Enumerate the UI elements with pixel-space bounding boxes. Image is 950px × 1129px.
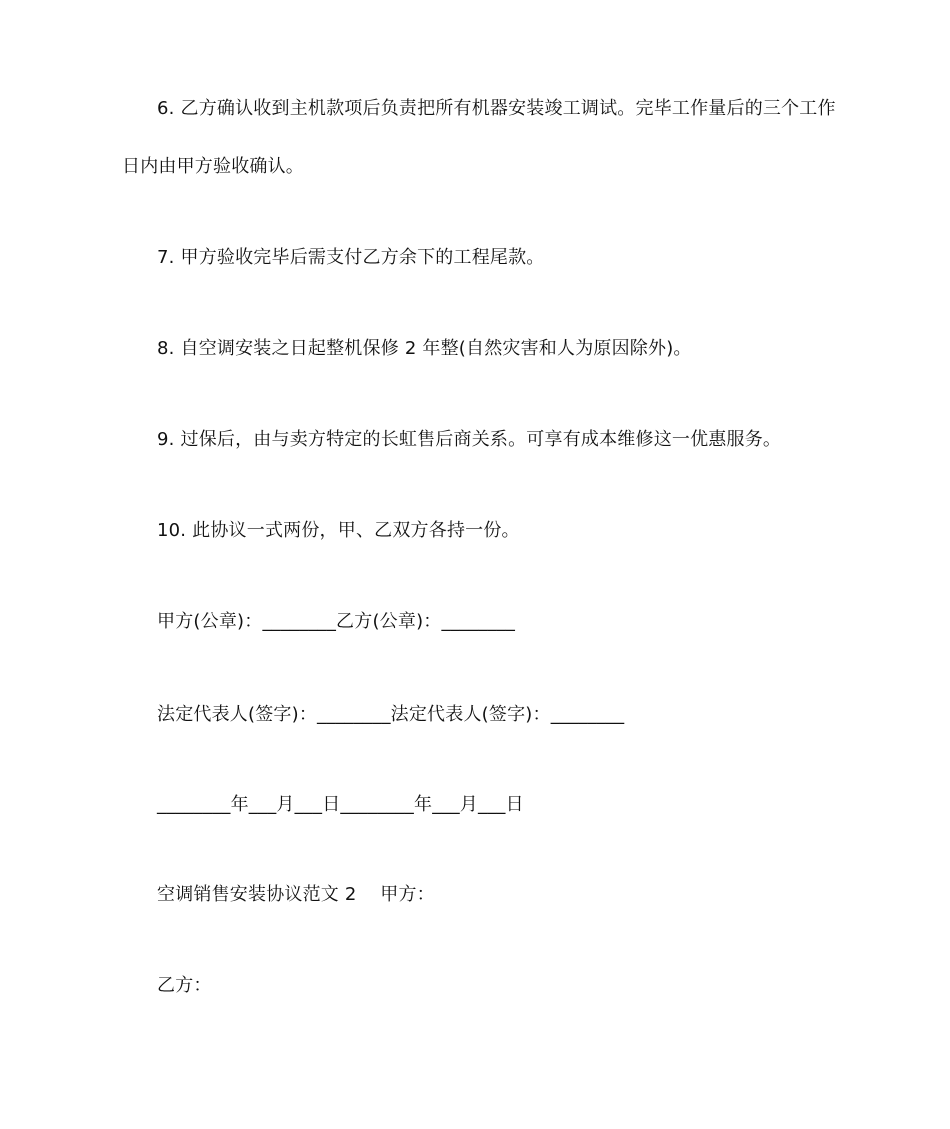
date-signature-line: ________年___月___日________年___月___日 <box>157 794 524 815</box>
clause-6-line-1: 6. 乙方确认收到主机款项后负责把所有机器安装竣工调试。完毕工作量后的三个工作 <box>157 98 836 119</box>
clause-9: 9. 过保后，由与卖方特定的长虹售后商关系。可享有成本维修这一优惠服务。 <box>157 429 782 450</box>
clause-8: 8. 自空调安装之日起整机保修 2 年整(自然灾害和人为原因除外)。 <box>157 338 692 359</box>
representative-signature-line: 法定代表人(签字)：________法定代表人(签字)：________ <box>157 704 625 725</box>
clause-6-line-2: 日内由甲方验收确认。 <box>122 156 304 177</box>
next-agreement-title: 空调销售安装协议范文 2 甲方： <box>157 884 435 905</box>
clause-10: 10. 此协议一式两份，甲、乙双方各持一份。 <box>157 520 520 541</box>
next-agreement-party-b: 乙方： <box>157 975 212 996</box>
clause-7: 7. 甲方验收完毕后需支付乙方余下的工程尾款。 <box>157 247 545 268</box>
seal-signature-line: 甲方(公章)：________乙方(公章)：________ <box>157 611 516 632</box>
